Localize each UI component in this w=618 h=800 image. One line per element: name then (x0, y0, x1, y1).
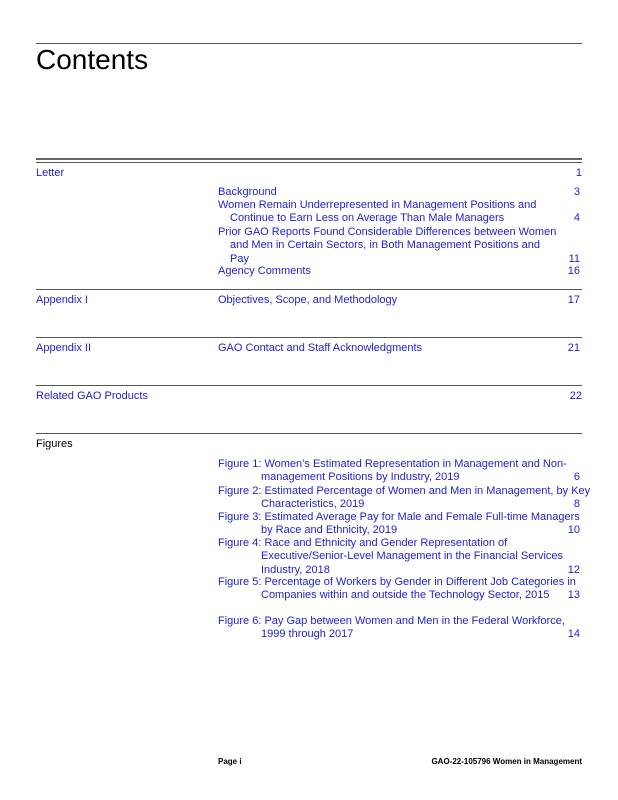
figure-entry[interactable] (218, 576, 582, 603)
figure-entry-text: Figure 3: Estimated Average Pay for Male and Female Full-time Managers by Race and Ethnicity, 2019 (218, 511, 580, 537)
toc-entry-page: 17 (567, 294, 580, 306)
toc-entry-page: 11 (568, 252, 580, 265)
toc-appendix1-entry[interactable] (218, 294, 582, 307)
figure-entry-page: 14 (567, 628, 580, 641)
toc-entry-page: 3 (573, 186, 580, 198)
toc-entry-background[interactable] (218, 186, 582, 199)
toc-related-link[interactable]: Related GAO Products (36, 390, 148, 402)
footer-report-id: GAO-22-105796 Women in Management (431, 757, 582, 766)
figures-heading: Figures (36, 438, 73, 450)
figures-rule (36, 433, 582, 434)
toc-entry-text: Objectives, Scope, and Methodology (218, 294, 398, 306)
figure-entry-page: 13 (567, 589, 580, 602)
toc-entry-text: GAO Contact and Staff Acknowledgments (218, 342, 423, 354)
toc-letter-link[interactable]: Letter (36, 167, 65, 179)
figure-entry-text: Figure 2: Estimated Percentage of Women and Men in Management, by Key Characteristics, 2019 (218, 485, 591, 511)
appendix2-rule (36, 337, 582, 338)
toc-letter-page[interactable]: 1 (575, 167, 582, 179)
section-double-rule (36, 158, 582, 160)
figure-entry-page: 12 (567, 563, 580, 576)
figure-entry-text: Figure 6: Pay Gap between Women and Men in the Federal Workforce, 1999 through 2017 (218, 615, 565, 641)
toc-entry-text: Agency Comments (218, 265, 311, 277)
toc-entry-page: 16 (567, 265, 580, 277)
figure-entry-page: 6 (573, 471, 580, 484)
toc-entry-text: Background (218, 186, 277, 198)
toc-appendix2-entry[interactable] (218, 342, 582, 355)
figure-entry-text: Figure 5: Percentage of Workers by Gender in Different Job Categories in Companies within and outside the Technology Sector, 2015 (218, 576, 576, 602)
toc-entry-text: Prior GAO Reports Found Considerable Differences between Women and Men in Certain Sectors, in Both Management Positions and Pay (218, 226, 557, 265)
related-rule (36, 385, 582, 386)
figure-entry[interactable] (218, 537, 582, 577)
page-title: Contents (36, 44, 149, 75)
figure-entry-text: Figure 1: Women’s Estimated Representation in Management and Non-management Positions by Industry, 2019 (218, 458, 567, 484)
toc-entry-page: 4 (573, 212, 580, 225)
toc-entry-agency-comments[interactable] (218, 265, 582, 278)
toc-entry-page: 21 (567, 342, 580, 354)
toc-entry-underrepresented[interactable] (218, 199, 582, 226)
figure-entry[interactable] (218, 458, 582, 485)
toc-entry-prior-reports[interactable] (218, 226, 582, 266)
appendix1-rule (36, 289, 582, 290)
section-rule (36, 162, 582, 163)
figure-entry-page: 8 (573, 498, 580, 511)
toc-related-page[interactable]: 22 (569, 390, 582, 402)
footer-page-number: Page i (218, 757, 242, 766)
figure-entry-text: Figure 4: Race and Ethnicity and Gender Representation of Executive/Senior-Level Management in the Financial Services Industry, 2018 (218, 537, 564, 576)
figure-entry[interactable] (218, 615, 582, 642)
figure-entry[interactable] (218, 485, 591, 512)
toc-entry-text: Women Remain Underrepresented in Management Positions and Continue to Earn Less on Average Than Male Managers (218, 199, 537, 225)
toc-appendix1-label[interactable]: Appendix I (36, 294, 88, 306)
toc-appendix2-label[interactable]: Appendix II (36, 342, 92, 354)
figure-entry-page: 10 (567, 524, 580, 537)
figure-entry[interactable] (218, 511, 582, 538)
